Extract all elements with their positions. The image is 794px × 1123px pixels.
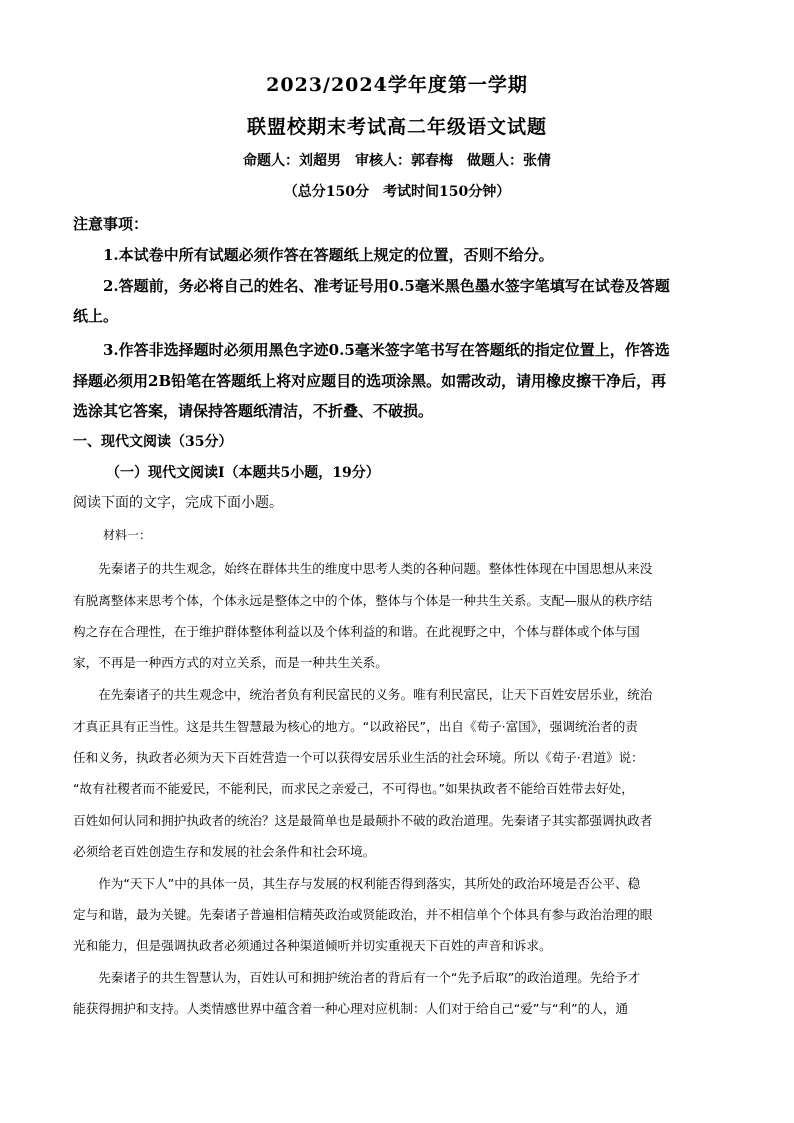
passage-line: 作为“天下人”中的具体一员，其生存与发展的权利能否得到落实，其所处的政治环境是否公平、稳 — [73, 876, 641, 891]
passage-line: 任和义务，执政者必须为天下百姓营造一个可以获得安居乐业生活的社会环境。所以《荀子·君道》说： — [73, 750, 644, 765]
passage-line: 家，不再是一种西方式的对立关系，而是一种共生关系。 — [73, 655, 388, 670]
exam-title-name: 联盟校期末考试高二年级语文试题 — [246, 116, 547, 138]
notice-line: 纸上。 — [73, 307, 119, 325]
exam-authors: 命题人：刘超男 审核人：郭春梅 做题人：张倩 — [243, 153, 551, 169]
passage-line: 先秦诸子的共生观念，始终在群体共生的维度中思考人类的各种问题。整体性体现在中国思想从来没 — [73, 561, 653, 576]
passage-line: 定与和谐，最为关键。先秦诸子普遍相信精英政治或贤能政治，并不相信单个个体具有参与政治治理的眼 — [73, 907, 653, 922]
passage-line: 构之存在合理性，在于维护群体整体利益以及个体利益的和谐。在此视野之中，个体与群体或个体与国 — [73, 624, 640, 639]
section-title: 一、现代文阅读（35分） — [73, 434, 233, 450]
passage-line: “故有社稷者而不能爱民，不能利民，而求民之亲爱己，不可得也。”如果执政者不能给百姓带去好处， — [73, 781, 634, 796]
passage-line: 在先秦诸子的共生观念中，统治者负有利民富民的义务。唯有利民富民，让天下百姓安居乐业，统治 — [73, 687, 653, 702]
notice-line: 3.作答非选择题时必须用黑色字迹0.5毫米签字笔书写在答题纸的指定位置上，作答选 — [73, 341, 670, 359]
reading-instruction: 阅读下面的文字，完成下面小题。 — [73, 495, 283, 511]
exam-title-term: 2023/2024学年度第一学期 — [266, 74, 528, 96]
notice-line: 2.答题前，务必将自己的姓名、准考证号用0.5毫米黑色墨水签字笔填写在试卷及答题 — [73, 277, 670, 295]
exam-total-time: （总分150分 考试时间150分钟） — [283, 184, 511, 200]
passage-line: 百姓如何认同和拥护执政者的统治？这是最简单也是最颠扑不破的政治道理。先秦诸子其实都强调执政者 — [73, 813, 653, 828]
passage-line: 有脱离整体来思考个体，个体永远是整体之中的个体，整体与个体是一种共生关系。支配—服从的秩序结 — [73, 593, 653, 608]
passage-line: 才真正具有正当性。这是共生智慧最为核心的地方。“以政裕民”，出自《荀子·富国》，强调统治者的责 — [73, 719, 638, 734]
notice-heading: 注意事项： — [73, 215, 149, 233]
passage-line: 先秦诸子的共生智慧认为，百姓认可和拥护统治者的背后有一个“先予后取”的政治道理。先给予才 — [73, 970, 641, 985]
section-subtitle: （一）现代文阅读Ⅰ（本题共5小题，19分） — [106, 465, 380, 481]
notice-line: 择题必须用2B铅笔在答题纸上将对应题目的选项涂黑。如需改动，请用橡皮擦干净后，再 — [73, 372, 667, 390]
passage-line: 能获得拥护和支持。人类情感世界中蕴含着一种心理对应机制：人们对于给自己“爱”与“利”的人，通 — [73, 1001, 629, 1016]
notice-line: 选涂其它答案，请保持答题纸清洁，不折叠、不破损。 — [73, 402, 434, 420]
passage-line: 必须给老百姓创造生存和发展的社会条件和社会环境。 — [73, 844, 376, 859]
material-label: 材料一： — [103, 528, 152, 542]
notice-line: 1.本试卷中所有试题必须作答在答题纸上规定的位置，否则不给分。 — [73, 246, 554, 264]
passage-line: 光和能力，但是强调执政者必须通过各种渠道倾听并切实重视天下百姓的声音和诉求。 — [73, 938, 552, 953]
